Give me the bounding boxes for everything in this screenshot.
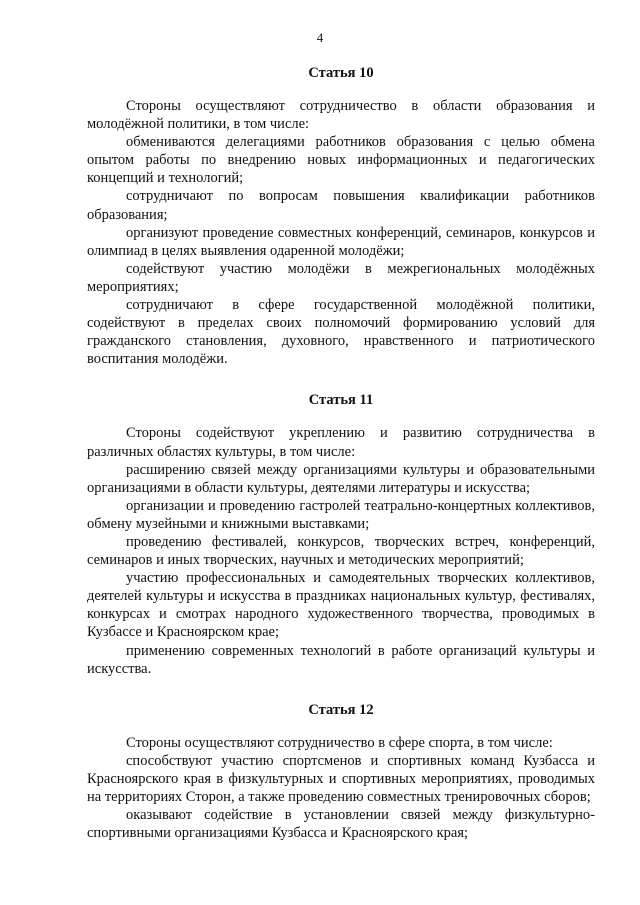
page-number: 4 bbox=[316, 30, 324, 45]
article-11 bbox=[87, 384, 595, 677]
paragraph: расширению связей между организациями культуры и образовательными организациями в области культуры, деятелями литературы и искусства; bbox=[87, 461, 595, 496]
article-12 bbox=[87, 694, 595, 843]
paragraph: Стороны содействуют укреплению и развитию сотрудничества в различных областях культуры, в том числе: bbox=[87, 425, 595, 460]
paragraph: сотрудничают в сфере государственной молодёжной политики, содействуют в пределах своих полномочий формированию условий для гражданского становления, духовного, нравственного и патриотического воспитания молодёжи. bbox=[87, 297, 595, 368]
paragraph: оказывают содействие в установлении связей между физкультурно-спортивными организациями Кузбасса и Красноярского края; bbox=[87, 807, 595, 842]
paragraph: способствуют участию спортсменов и спортивных команд Кузбасса и Красноярского края в физкультурных и спортивных мероприятиях, проводимых на территориях Сторон, а также проведению совместных тренировочных сборов; bbox=[87, 752, 595, 805]
document-content bbox=[87, 57, 595, 858]
paragraph: Стороны осуществляют сотрудничество в сфере спорта, в том числе: bbox=[126, 734, 553, 751]
paragraph: обмениваются делегациями работников образования с целью обмена опытом работы по внедрению новых информационных и педагогических концепций и технологий; bbox=[87, 134, 595, 187]
paragraph: проведению фестивалей, конкурсов, творческих встреч, конференций, семинаров и иных творческих, научных и методических мероприятий; bbox=[87, 533, 595, 569]
article-body bbox=[87, 726, 595, 843]
article-title: Статья 12 bbox=[308, 701, 374, 718]
paragraph: содействуют участию молодёжи в межрегиональных молодёжных мероприятиях; bbox=[87, 260, 595, 295]
article-body bbox=[87, 416, 595, 677]
article-title: Статья 11 bbox=[308, 392, 374, 409]
article-title: Статья 10 bbox=[308, 65, 374, 81]
paragraph: участию профессиональных и самодеятельных творческих коллективов, деятелей культуры и искусства в праздниках национальных культур, фестивалях, конкурсах и смотрах народного художественного творчества, проводимых в Кузбассе и Красноярском крае; bbox=[87, 570, 595, 641]
article-body bbox=[87, 89, 595, 368]
paragraph: Стороны осуществляют сотрудничество в области образования и молодёжной политики, в том числе: bbox=[87, 98, 595, 133]
paragraph: применению современных технологий в работе организаций культуры и искусства. bbox=[87, 642, 595, 677]
paragraph: организуют проведение совместных конференций, семинаров, конкурсов и олимпиад в целях выявления одаренной молодёжи; bbox=[87, 224, 595, 259]
paragraph: организации и проведению гастролей театрально-концертных коллективов, обмену музейными и книжными выставками; bbox=[87, 497, 595, 532]
article-10 bbox=[87, 57, 595, 368]
paragraph: сотрудничают по вопросам повышения квалификации работников образования; bbox=[87, 188, 595, 223]
